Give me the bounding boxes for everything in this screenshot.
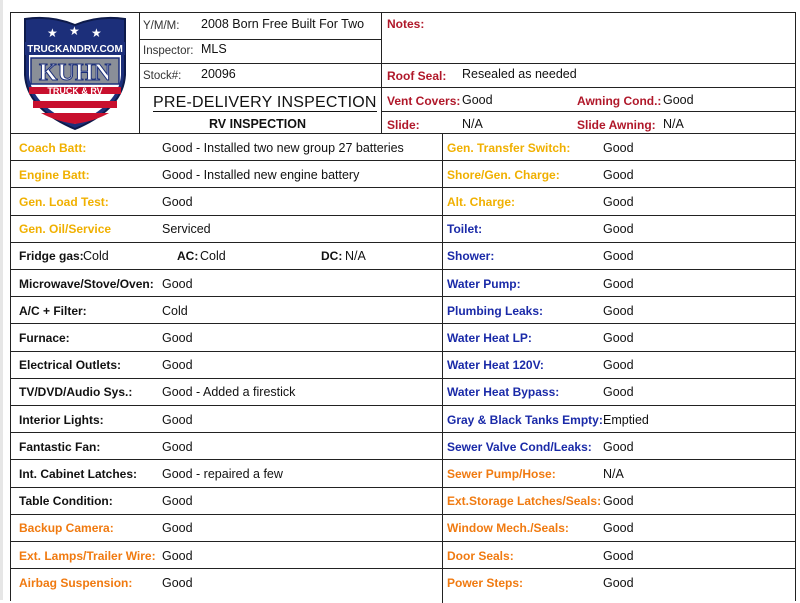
row-right-label: Sewer Valve Cond/Leaks: <box>447 439 592 454</box>
row-left-value: Good <box>162 276 193 291</box>
row-left-value: Good - Installed two new group 27 batteries <box>162 140 404 155</box>
svg-text:★: ★ <box>69 24 80 38</box>
row-left-value: Good <box>162 330 193 345</box>
header-divider <box>139 87 795 88</box>
stock-label: Stock#: <box>143 70 182 82</box>
row-left-value: Good <box>162 494 193 509</box>
row-right-value: Good <box>603 140 634 155</box>
row-left-value: Cold <box>162 303 188 318</box>
row-right-value: Good <box>603 521 634 536</box>
table-row <box>11 568 795 596</box>
slide-value: N/A <box>462 117 483 131</box>
ymm-label: Y/M/M: <box>143 20 180 32</box>
row-left-label: Gen. Oil/Service <box>19 222 112 237</box>
roof-seal-label: Roof Seal: <box>387 69 447 83</box>
row-left-value: Good - repaired a few <box>162 466 283 481</box>
row-left-label: Gen. Load Test: <box>19 194 109 209</box>
row-right-label: Gray & Black Tanks Empty: <box>447 412 603 427</box>
row-left-label: Furnace: <box>19 330 70 345</box>
row-right-value: Good <box>603 548 634 563</box>
ymm-value: 2008 Born Free Built For Two <box>201 17 365 31</box>
logo-main-text: KUHN <box>39 60 111 86</box>
slide-label: Slide: <box>387 118 420 132</box>
header-divider <box>139 63 795 64</box>
logo-bottom-text: TRUCK & RV <box>47 86 103 96</box>
row-right-value: Good <box>603 249 634 264</box>
row-right-value: Good <box>603 494 634 509</box>
row-left-label: Fantastic Fan: <box>19 439 101 454</box>
row-left-label: Coach Batt: <box>19 140 87 155</box>
row-left-label: Backup Camera: <box>19 521 114 536</box>
row-left-label: Electrical Outlets: <box>19 358 122 373</box>
row-left-label: Engine Batt: <box>19 167 90 182</box>
vent-covers-label: Vent Covers: <box>387 94 461 108</box>
table-row <box>11 133 795 161</box>
svg-text:★: ★ <box>47 26 58 40</box>
vent-covers-value: Good <box>462 93 493 107</box>
row-left-label: Microwave/Stove/Oven: <box>19 276 154 291</box>
table-row <box>11 242 795 270</box>
row-right-label: Alt. Charge: <box>447 194 516 209</box>
inspector-value: MLS <box>201 42 227 56</box>
kuhn-shield-logo <box>11 13 139 133</box>
row-right-label: Water Heat LP: <box>447 330 532 345</box>
table-row <box>11 215 795 243</box>
row-left-label: A/C + Filter: <box>19 303 87 318</box>
table-row <box>11 378 795 406</box>
row-right-label: Shower: <box>447 249 495 264</box>
row-right-value: Good <box>603 575 634 590</box>
row-right-label: Power Steps: <box>447 575 524 590</box>
page-subtitle: RV INSPECTION <box>209 117 307 131</box>
awning-cond-value: Good <box>663 93 694 107</box>
row-left-label: Ext. Lamps/Trailer Wire: <box>19 548 156 563</box>
row-right-value: Good <box>603 276 634 291</box>
row-right-label: Shore/Gen. Charge: <box>447 167 560 182</box>
row-right-label: Toilet: <box>447 222 483 237</box>
row-left-value: Good - Added a firestick <box>162 385 296 400</box>
table-row <box>11 459 795 487</box>
fridge-gas-value: Cold <box>83 249 109 264</box>
row-right-value: Good <box>603 303 634 318</box>
table-row <box>11 541 795 569</box>
inspection-form <box>10 12 796 601</box>
row-right-label: Water Heat 120V: <box>447 358 544 373</box>
row-left-label: Airbag Suspension: <box>19 575 133 590</box>
row-left-label: TV/DVD/Audio Sys.: <box>19 385 133 400</box>
row-left-value: Good <box>162 439 193 454</box>
row-right-value: Good <box>603 330 634 345</box>
table-row <box>11 296 795 324</box>
inspector-field <box>143 43 194 57</box>
logo-cell <box>11 13 140 133</box>
row-left-label: Table Condition: <box>19 494 113 509</box>
table-row <box>11 187 795 215</box>
logo-top-text: TRUCKANDRV.COM <box>27 44 123 55</box>
row-right-value: Good <box>603 194 634 209</box>
table-row <box>11 514 795 542</box>
stock-value: 20096 <box>201 67 236 81</box>
table-row <box>11 160 795 188</box>
notes-label: Notes: <box>387 17 425 31</box>
row-right-value: Good <box>603 358 634 373</box>
ymm-field <box>143 18 179 32</box>
stock-field <box>143 68 181 82</box>
table-row <box>11 487 795 515</box>
awning-cond-label: Awning Cond.: <box>577 94 662 108</box>
row-right-value: Good <box>603 385 634 400</box>
page-title: PRE-DELIVERY INSPECTION <box>153 94 377 111</box>
ac-value: Cold <box>200 249 226 264</box>
row-right-label: Water Heat Bypass: <box>447 385 560 400</box>
table-row <box>11 405 795 433</box>
table-center-divider <box>442 133 443 603</box>
row-left-value: Serviced <box>162 222 211 237</box>
row-right-label: Plumbing Leaks: <box>447 303 544 318</box>
dc-value: N/A <box>345 249 366 264</box>
row-right-label: Water Pump: <box>447 276 521 291</box>
slide-awning-label: Slide Awning: <box>577 118 656 132</box>
row-left-label: Int. Cabinet Latches: <box>19 466 138 481</box>
header-divider-vertical <box>381 13 382 133</box>
header-divider <box>381 111 795 112</box>
slide-awning-value: N/A <box>663 117 684 131</box>
roof-seal-value: Resealed as needed <box>462 67 577 81</box>
row-right-label: Gen. Transfer Switch: <box>447 140 571 155</box>
row-left-value: Good <box>162 521 193 536</box>
table-row <box>11 323 795 351</box>
table-row <box>11 351 795 379</box>
row-left-value: Good <box>162 548 193 563</box>
table-row <box>11 432 795 460</box>
row-right-value: N/A <box>603 466 624 481</box>
row-left-value: Good <box>162 412 193 427</box>
row-right-value: Good <box>603 222 634 237</box>
row-left-value: Good <box>162 358 193 373</box>
row-right-label: Window Mech./Seals: <box>447 521 569 536</box>
row-left-label: Interior Lights: <box>19 412 104 427</box>
ac-label: AC: <box>177 249 199 264</box>
row-left-value: Good - Installed new engine battery <box>162 167 360 182</box>
table-row <box>11 269 795 297</box>
row-right-label: Ext.Storage Latches/Seals: <box>447 494 602 509</box>
row-left-value: Good <box>162 575 193 590</box>
row-right-value: Good <box>603 167 634 182</box>
inspector-label: Inspector: <box>143 45 194 57</box>
row-right-label: Sewer Pump/Hose: <box>447 466 556 481</box>
left-edge-shadow <box>0 0 3 600</box>
row-right-value: Emptied <box>603 412 649 427</box>
svg-text:★: ★ <box>91 26 102 40</box>
dc-label: DC: <box>321 249 343 264</box>
row-left-value: Good <box>162 194 193 209</box>
fridge-gas-label: Fridge gas: <box>19 249 84 264</box>
header-divider <box>139 39 381 40</box>
row-right-label: Door Seals: <box>447 548 514 563</box>
row-right-value: Good <box>603 439 634 454</box>
